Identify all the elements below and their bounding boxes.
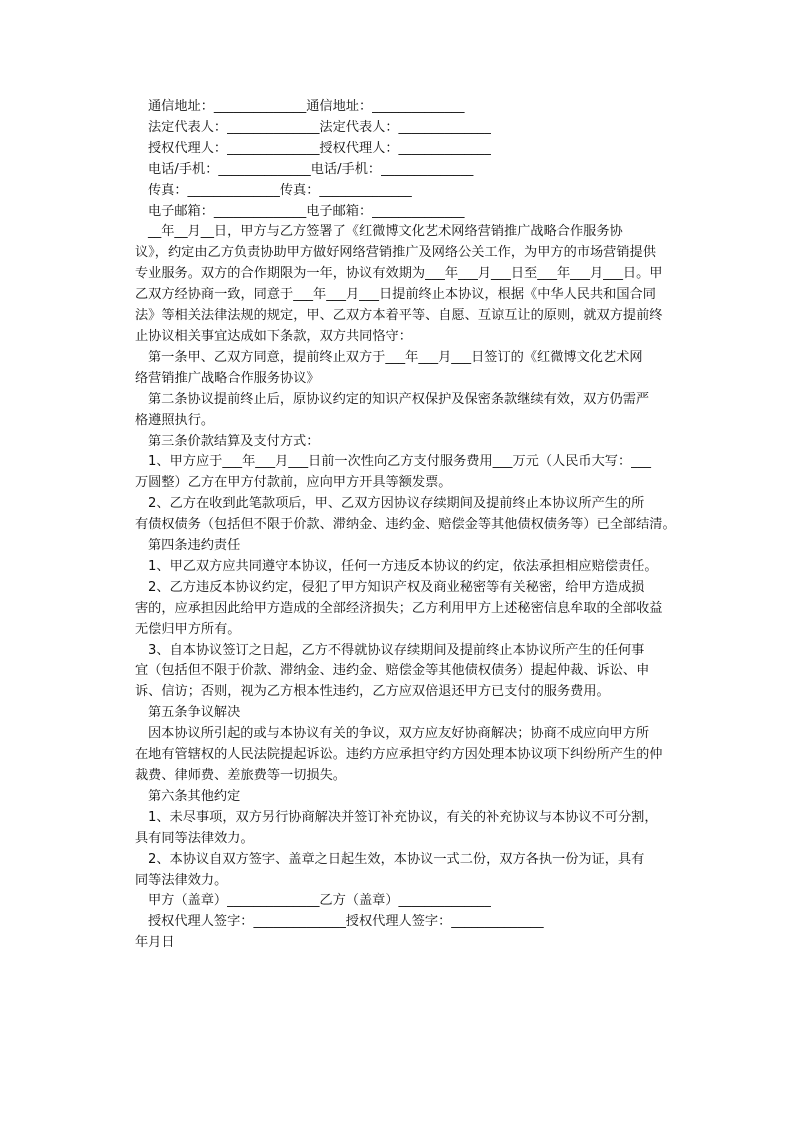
article-3-item-line: 万圆整）乙方在甲方付款前，应向甲方开具等额发票。 (135, 475, 452, 491)
article-3-title: 第三条价款结算及支付方式： (148, 433, 320, 449)
article-4 (135, 536, 688, 703)
article-1-line: 第一条甲、乙双方同意，提前终止双方于___年___月___日签订的《红微博文化艺术网 (148, 349, 643, 365)
article-4-item-line: 1、甲乙双方应共同遵守本协议，任何一方违反本协议的约定，依法承担相应赔偿责任。 (148, 558, 658, 574)
header-fields (148, 97, 688, 222)
fax-line: 传真：______________传真：______________ (148, 182, 412, 198)
article-1 (135, 348, 688, 390)
article-6-item-line: 具有同等法律效力。 (135, 830, 254, 846)
article-6 (135, 787, 688, 892)
article-2-line: 第二条协议提前终止后，原协议约定的知识产权保护及保密条款继续有效，双方仍需严 (148, 391, 650, 407)
article-6-item-line: 2、本协议自双方签字、盖章之日起生效，本协议一式二份，双方各执一份为证，具有 (148, 851, 645, 867)
article-6-item-line: 同等法律效力。 (135, 872, 228, 888)
phone-line: 电话/手机：______________电话/手机：______________ (148, 161, 474, 177)
article-5-line: 因本协议所引起的或与本协议有关的争议，双方应友好协商解决；协商不成应向甲方所 (148, 726, 650, 742)
article-2 (135, 390, 688, 432)
intro-line: 乙双方经协商一致，同意于___年___月___日提前终止本协议，根据《中华人民共和国合同 (135, 287, 656, 303)
article-5 (135, 703, 688, 787)
signature-block (135, 891, 688, 954)
seal-line: 甲方（盖章）______________乙方（盖章）______________ (148, 893, 491, 909)
article-2-line: 格遵照执行。 (135, 412, 215, 428)
intro-line: 止协议相关事宜达成如下条款，双方共同恪守： (135, 328, 412, 344)
article-3-item-line: 有债权债务（包括但不限于价款、滞纳金、违约金、赔偿金等其他债权债务等）已全部结清。 (135, 517, 676, 533)
article-4-title: 第四条违约责任 (148, 538, 241, 554)
article-4-item-line: 无偿归甲方所有。 (135, 621, 241, 637)
article-3 (135, 432, 688, 537)
agent-signature-line: 授权代理人签字：______________授权代理人签字：______________ (148, 914, 544, 930)
contract-document (135, 97, 688, 954)
email-line: 电子邮箱：______________电子邮箱：______________ (148, 203, 465, 219)
date-line: 年月日 (135, 935, 175, 951)
article-5-line: 在地有管辖权的人民法院提起诉讼。违约方应承担守约方因处理本协议项下纠纷所产生的仲 (135, 747, 663, 763)
legal-rep-line: 法定代表人：______________法定代表人：______________ (148, 119, 491, 135)
intro-line: 专业服务。双方的合作期限为一年，协议有效期为___年___月___日至___年___月___日。甲 (135, 266, 663, 282)
intro-line: 法》等相关法律法规的规定，甲、乙双方本着平等、自愿、互谅互让的原则，就双方提前终 (135, 308, 663, 324)
article-5-line: 裁费、律师费、差旅费等一切损失。 (135, 768, 346, 783)
intro-line: 议》，约定由乙方负责协助甲方做好网络营销推广及网络公关工作，为甲方的市场营销提供 (135, 245, 656, 261)
article-5-title: 第五条争议解决 (148, 705, 241, 721)
article-6-item-line: 1、未尽事项，双方另行协商解决并签订补充协议，有关的补充协议与本协议不可分割， (148, 809, 658, 825)
article-4-item-line: 3、自本协议签订之日起，乙方不得就协议存续期间及提前终止本协议所产生的任何事 (148, 642, 645, 658)
intro-paragraph (135, 222, 688, 347)
article-4-item-line: 诉、信访；否则，视为乙方根本性违约，乙方应双倍退还甲方已支付的服务费用。 (135, 684, 610, 700)
article-3-item-line: 1、甲方应于___年___月___日前一次性向乙方支付服务费用___万元（人民币大写：___ (148, 454, 651, 470)
authorized-agent-line: 授权代理人：______________授权代理人：______________ (148, 140, 491, 156)
address-line: 通信地址：______________通信地址：______________ (148, 99, 465, 114)
article-1-line: 络营销推广战略合作服务协议》 (135, 370, 320, 386)
article-4-item-line: 宜（包括但不限于价款、滞纳金、违约金、赔偿金等其他债权债务）提起仲裁、诉讼、申 (135, 663, 650, 679)
article-4-item-line: 害的，应承担因此给甲方造成的全部经济损失；乙方利用甲方上述秘密信息牟取的全部收益 (135, 600, 663, 616)
article-3-item-line: 2、乙方在收到此笔款项后，甲、乙双方因协议存续期间及提前终止本协议所产生的所 (148, 496, 645, 512)
intro-line: __年__月__日，甲方与乙方签署了《红微博文化艺术网络营销推广战略合作服务协 (148, 224, 623, 240)
article-4-item-line: 2、乙方违反本协议约定，侵犯了甲方知识产权及商业秘密等有关秘密，给甲方造成损 (148, 579, 645, 595)
article-6-title: 第六条其他约定 (148, 788, 241, 804)
